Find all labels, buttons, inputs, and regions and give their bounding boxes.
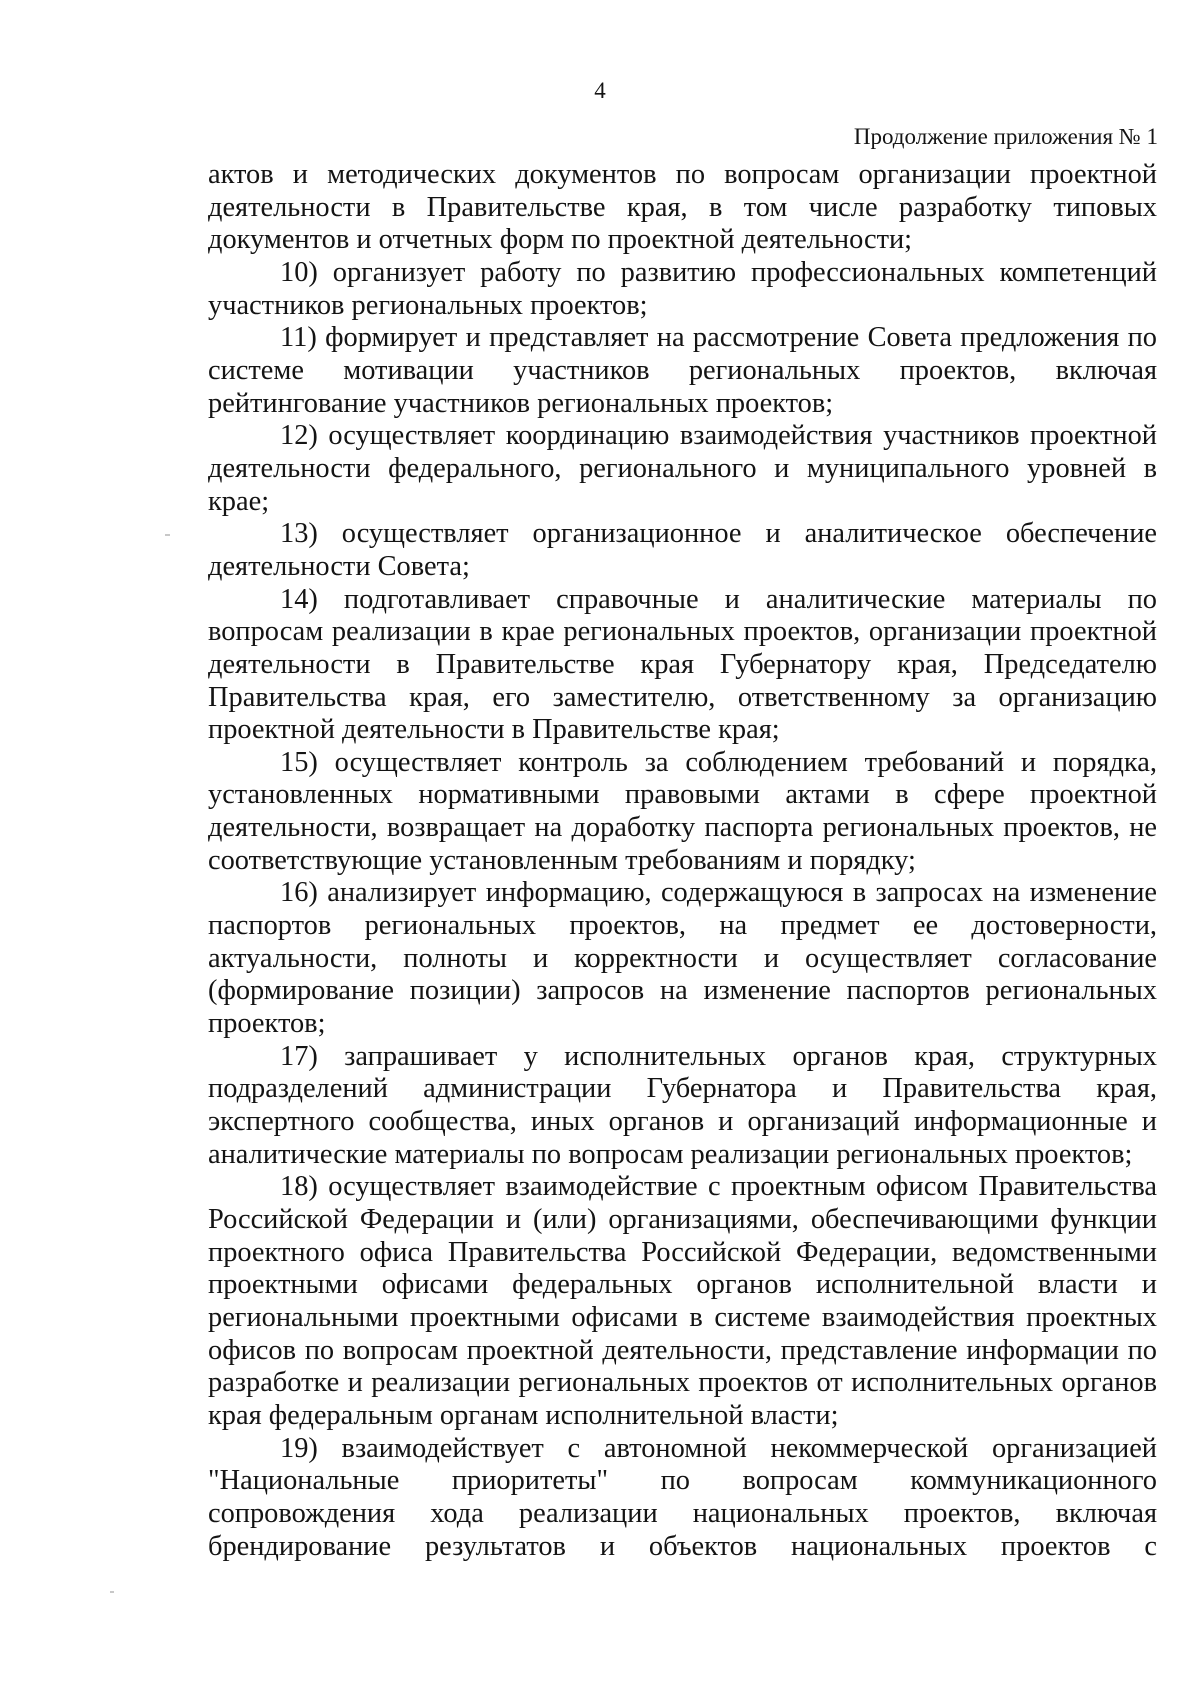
page-number: 4 [594,78,606,103]
list-item-12: 12) осуществляет координацию взаимодействия участников проектной деятельности федерального, регионального и муниципального уровней в крае; [208,420,1157,517]
document-body [208,159,1157,1563]
scan-speck [165,534,170,536]
list-item-15: 15) осуществляет контроль за соблюдением требований и порядка, установленных нормативными правовыми актами в сфере проектной деятельности, возвращает на доработку паспорта региональных проектов, не соответствующие установленным требованиям и порядку; [208,746,1157,876]
list-item-13: 13) осуществляет организационное и аналитическое обеспечение деятельности Совета; [208,518,1157,582]
list-item-17: 17) запрашивает у исполнительных органов края, структурных подразделений администрации Губернатора и Правительства края, экспертного сообщества, иных органов и организаций информационные и аналитические материалы по вопросам реализации региональных проектов; [208,1040,1157,1170]
list-item-10: 10) организует работу по развитию профессиональных компетенций участников региональных проектов; [208,256,1157,321]
list-item-18: 18) осуществляет взаимодействие с проектным офисом Правительства Российской Федерации и (или) организациями, обеспечивающими функции проектного офиса Правительства Российской Федерации, ведомственными проектными офисами федеральных органов исполнительной власти и региональными проектными офисами в системе взаимодействия проектных офисов по вопросам проектной деятельности, представление информации по разработке и реализации региональных проектов от исполнительных органов края федеральным органам исполнительной власти; [208,1171,1157,1431]
appendix-continuation-label: Продолжение приложения № 1 [853,124,1158,149]
paragraph-continued: актов и методических документов по вопросам организации проектной деятельности в Правительстве края, в том числе разработку типовых документов и отчетных форм по проектной деятельности; [208,159,1157,256]
scan-speck [110,1591,114,1593]
list-item-19: 19) взаимодействует с автономной некоммерческой организацией "Национальные приоритеты" по вопросам коммуникационного сопровождения хода реализации национальных проектов, включая брендирование результатов и объектов национальных проектов с [208,1432,1157,1562]
list-item-16: 16) анализирует информацию, содержащуюся в запросах на изменение паспортов региональных проектов, на предмет ее достоверности, актуальности, полноты и корректности и осуществляет согласование (формирование позиции) запросов на изменение паспортов региональных проектов; [208,877,1157,1040]
list-item-11: 11) формирует и представляет на рассмотрение Совета предложения по системе мотивации участников региональных проектов, включая рейтингование участников региональных проектов; [208,322,1157,419]
list-item-14: 14) подготавливает справочные и аналитические материалы по вопросам реализации в крае региональных проектов, организации проектной деятельности в Правительстве края Губернатору края, Председателю Правительства края, его заместителю, ответственному за организацию проектной деятельности в Правительстве края; [208,583,1157,746]
